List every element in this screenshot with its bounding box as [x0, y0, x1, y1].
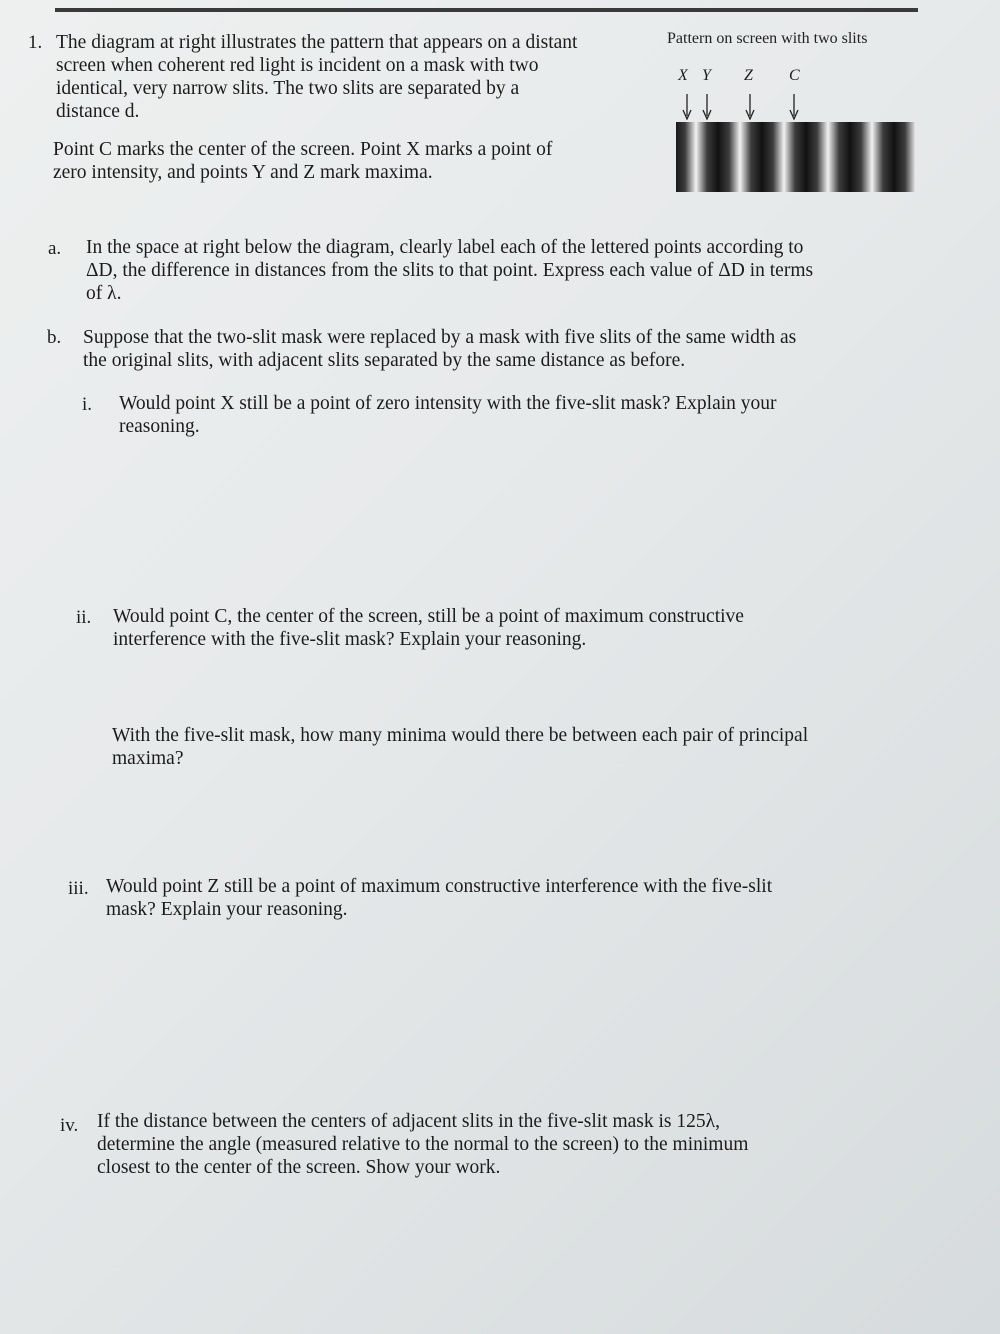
arrow-down-icon	[745, 94, 755, 120]
points-line: zero intensity, and points Y and Z mark maxima.	[53, 162, 433, 183]
sub-i-line: Would point X still be a point of zero intensity with the five-slit mask? Explain your	[119, 393, 777, 414]
intro-line: distance d.	[56, 101, 140, 122]
part-a-label: a.	[48, 238, 62, 259]
part-b-text	[83, 326, 796, 372]
sub-iv-line: If the distance between the centers of adjacent slits in the five-slit mask is 125λ,	[97, 1111, 720, 1132]
intro-line: screen when coherent red light is incident on a mask with two	[56, 55, 539, 76]
sub-iii-line: mask? Explain your reasoning.	[106, 899, 348, 920]
points-description	[53, 138, 552, 184]
sub-ii-line: Would point C, the center of the screen, still be a point of maximum constructive	[113, 606, 744, 627]
top-rule	[55, 8, 918, 12]
part-a-line: In the space at right below the diagram, clearly label each of the lettered points according to	[86, 237, 804, 258]
sub-ii-label: ii.	[76, 607, 92, 628]
part-a-text	[86, 236, 813, 305]
label-c: C	[789, 67, 800, 84]
sub-iv-text	[97, 1110, 748, 1179]
sub-i-line: reasoning.	[119, 416, 200, 437]
sub-iii-line: Would point Z still be a point of maximum constructive interference with the five-slit	[106, 876, 773, 897]
part-b-line: Suppose that the two-slit mask were replaced by a mask with five slits of the same width as	[83, 327, 797, 348]
label-z: Z	[744, 67, 753, 84]
sub-ii-followup-line: maxima?	[112, 748, 184, 769]
part-a-line: of λ.	[86, 283, 122, 304]
intro-text	[56, 31, 577, 123]
points-line: Point C marks the center of the screen. Point X marks a point of	[53, 139, 553, 160]
figure-caption: Pattern on screen with two slits	[667, 30, 868, 47]
interference-pattern	[676, 122, 916, 192]
part-b-line: the original slits, with adjacent slits separated by the same distance as before.	[83, 350, 686, 371]
arrow-down-icon	[789, 94, 799, 120]
sub-ii-followup-line: With the five-slit mask, how many minima would there be between each pair of principal	[112, 725, 809, 746]
question-number: 1.	[28, 32, 43, 53]
arrow-down-icon	[702, 94, 712, 120]
part-b-label: b.	[47, 327, 62, 348]
sub-iv-line: closest to the center of the screen. Show your work.	[97, 1157, 501, 1178]
label-x: X	[678, 67, 688, 84]
label-y: Y	[702, 67, 711, 84]
sub-ii-line: interference with the five-slit mask? Explain your reasoning.	[113, 629, 587, 650]
sub-iii-label: iii.	[68, 878, 89, 899]
sub-iii-text	[106, 875, 772, 921]
sub-iv-label: iv.	[60, 1115, 79, 1136]
intro-line: The diagram at right illustrates the pattern that appears on a distant	[56, 32, 578, 53]
sub-iv-line: determine the angle (measured relative to the normal to the screen) to the minimum	[97, 1134, 749, 1155]
sub-i-label: i.	[82, 394, 93, 415]
intro-line: identical, very narrow slits. The two slits are separated by a	[56, 78, 520, 99]
part-a-line: ΔD, the difference in distances from the slits to that point. Express each value of ΔD in terms	[86, 260, 814, 281]
sub-ii-text	[113, 605, 744, 651]
sub-i-text	[119, 392, 777, 438]
arrow-down-icon	[682, 94, 692, 120]
sub-ii-followup	[112, 724, 808, 770]
